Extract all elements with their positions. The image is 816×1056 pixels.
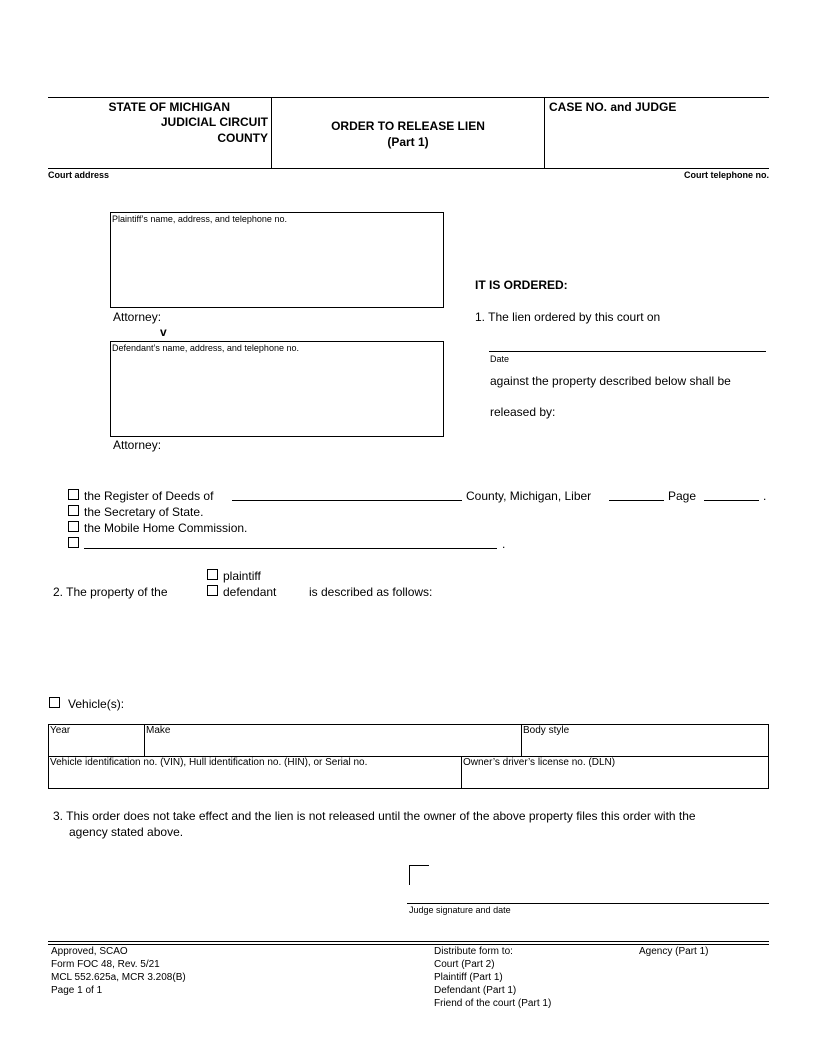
item3-text-cont: agency stated above. — [69, 825, 184, 839]
footer-rule-2 — [48, 944, 769, 945]
described-text: is described as follows: — [309, 585, 433, 599]
form-title-part: (Part 1) — [387, 135, 429, 149]
year-field[interactable] — [48, 724, 144, 756]
body-style-field[interactable] — [521, 724, 769, 756]
register-county-line[interactable] — [232, 500, 462, 501]
circuit-label: JUDICIAL CIRCUIT — [160, 115, 268, 129]
year-label: Year — [50, 725, 71, 736]
register-label: the Register of Deeds of — [84, 489, 214, 503]
footer-plaintiff: Plaintiff (Part 1) — [434, 972, 503, 983]
plaintiff-attorney-label: Attorney: — [113, 310, 162, 324]
footer-distribute: Distribute form to: — [434, 946, 513, 957]
make-field[interactable] — [144, 724, 521, 756]
item3-text: 3. This order does not take effect and the lien is not released until the owner of the above property files this order with the — [53, 809, 696, 823]
page-label: Page — [668, 489, 697, 503]
plaintiff-label: Plaintiff’s name, address, and telephone no. — [112, 214, 287, 224]
against-text: against the property described below shall be — [490, 374, 731, 388]
state-label: STATE OF MICHIGAN — [108, 100, 230, 114]
vehicles-label: Vehicle(s): — [68, 697, 125, 711]
footer-mcl: MCL 552.625a, MCR 3.208(B) — [51, 972, 186, 983]
footer-court: Court (Part 2) — [434, 959, 495, 970]
vin-field[interactable] — [48, 756, 461, 789]
footer-defendant: Defendant (Part 1) — [434, 985, 517, 996]
vehicles-checkbox[interactable] — [49, 697, 60, 708]
form-title: ORDER TO RELEASE LIEN — [331, 119, 485, 133]
mobile-home-checkbox[interactable] — [68, 521, 79, 532]
item1-text: 1. The lien ordered by this court on — [475, 310, 661, 324]
dln-field[interactable] — [461, 756, 769, 789]
case-no-label: CASE NO. and JUDGE — [549, 100, 677, 114]
sig-corner-top — [409, 865, 429, 866]
page-line[interactable] — [704, 500, 759, 501]
sig-corner-left — [409, 865, 410, 885]
plaintiff-box[interactable] — [110, 212, 444, 308]
liber-line[interactable] — [609, 500, 664, 501]
defendant-property-label: defendant — [223, 585, 277, 599]
footer-friend: Friend of the court (Part 1) — [434, 998, 552, 1009]
it-is-ordered-heading: IT IS ORDERED: — [475, 278, 568, 292]
judge-signature-line[interactable] — [407, 903, 769, 904]
plaintiff-property-checkbox[interactable] — [207, 569, 218, 580]
footer-page: Page 1 of 1 — [51, 985, 103, 996]
defendant-label: Defendant’s name, address, and telephone no. — [112, 343, 299, 353]
footer-rule-1 — [48, 941, 769, 942]
county-label: COUNTY — [217, 131, 268, 145]
vin-label: Vehicle identification no. (VIN), Hull identification no. (HIN), or Serial no. — [50, 757, 368, 768]
item2-text: 2. The property of the — [53, 585, 168, 599]
footer-agency: Agency (Part 1) — [639, 946, 709, 957]
court-phone-label: Court telephone no. — [684, 170, 769, 180]
secretary-checkbox[interactable] — [68, 505, 79, 516]
body-style-label: Body style — [523, 725, 570, 736]
other-agency-checkbox[interactable] — [68, 537, 79, 548]
secretary-label: the Secretary of State. — [84, 505, 204, 519]
plaintiff-property-label: plaintiff — [223, 569, 261, 583]
defendant-property-checkbox[interactable] — [207, 585, 218, 596]
defendant-attorney-label: Attorney: — [113, 438, 162, 452]
header-divider-right — [544, 97, 545, 168]
mobile-home-label: the Mobile Home Commission. — [84, 521, 248, 535]
other-agency-line[interactable] — [84, 548, 497, 549]
court-address-label: Court address — [48, 170, 110, 180]
date-label: Date — [490, 354, 510, 364]
other-agency-period: . — [502, 537, 506, 551]
make-label: Make — [146, 725, 171, 736]
date-line[interactable] — [489, 351, 766, 352]
footer-form: Form FOC 48, Rev. 5/21 — [51, 959, 160, 970]
county-liber-label: County, Michigan, Liber — [466, 489, 592, 503]
dln-label: Owner’s driver’s license no. (DLN) — [463, 757, 616, 768]
defendant-box[interactable] — [110, 341, 444, 437]
versus-label: v — [160, 325, 167, 339]
header-bottom-rule — [48, 168, 769, 169]
judge-signature-label: Judge signature and date — [409, 905, 511, 915]
released-by-text: released by: — [490, 405, 556, 419]
register-period: . — [763, 489, 767, 503]
footer-approved: Approved, SCAO — [51, 946, 128, 957]
header-top-rule — [48, 97, 769, 98]
register-checkbox[interactable] — [68, 489, 79, 500]
